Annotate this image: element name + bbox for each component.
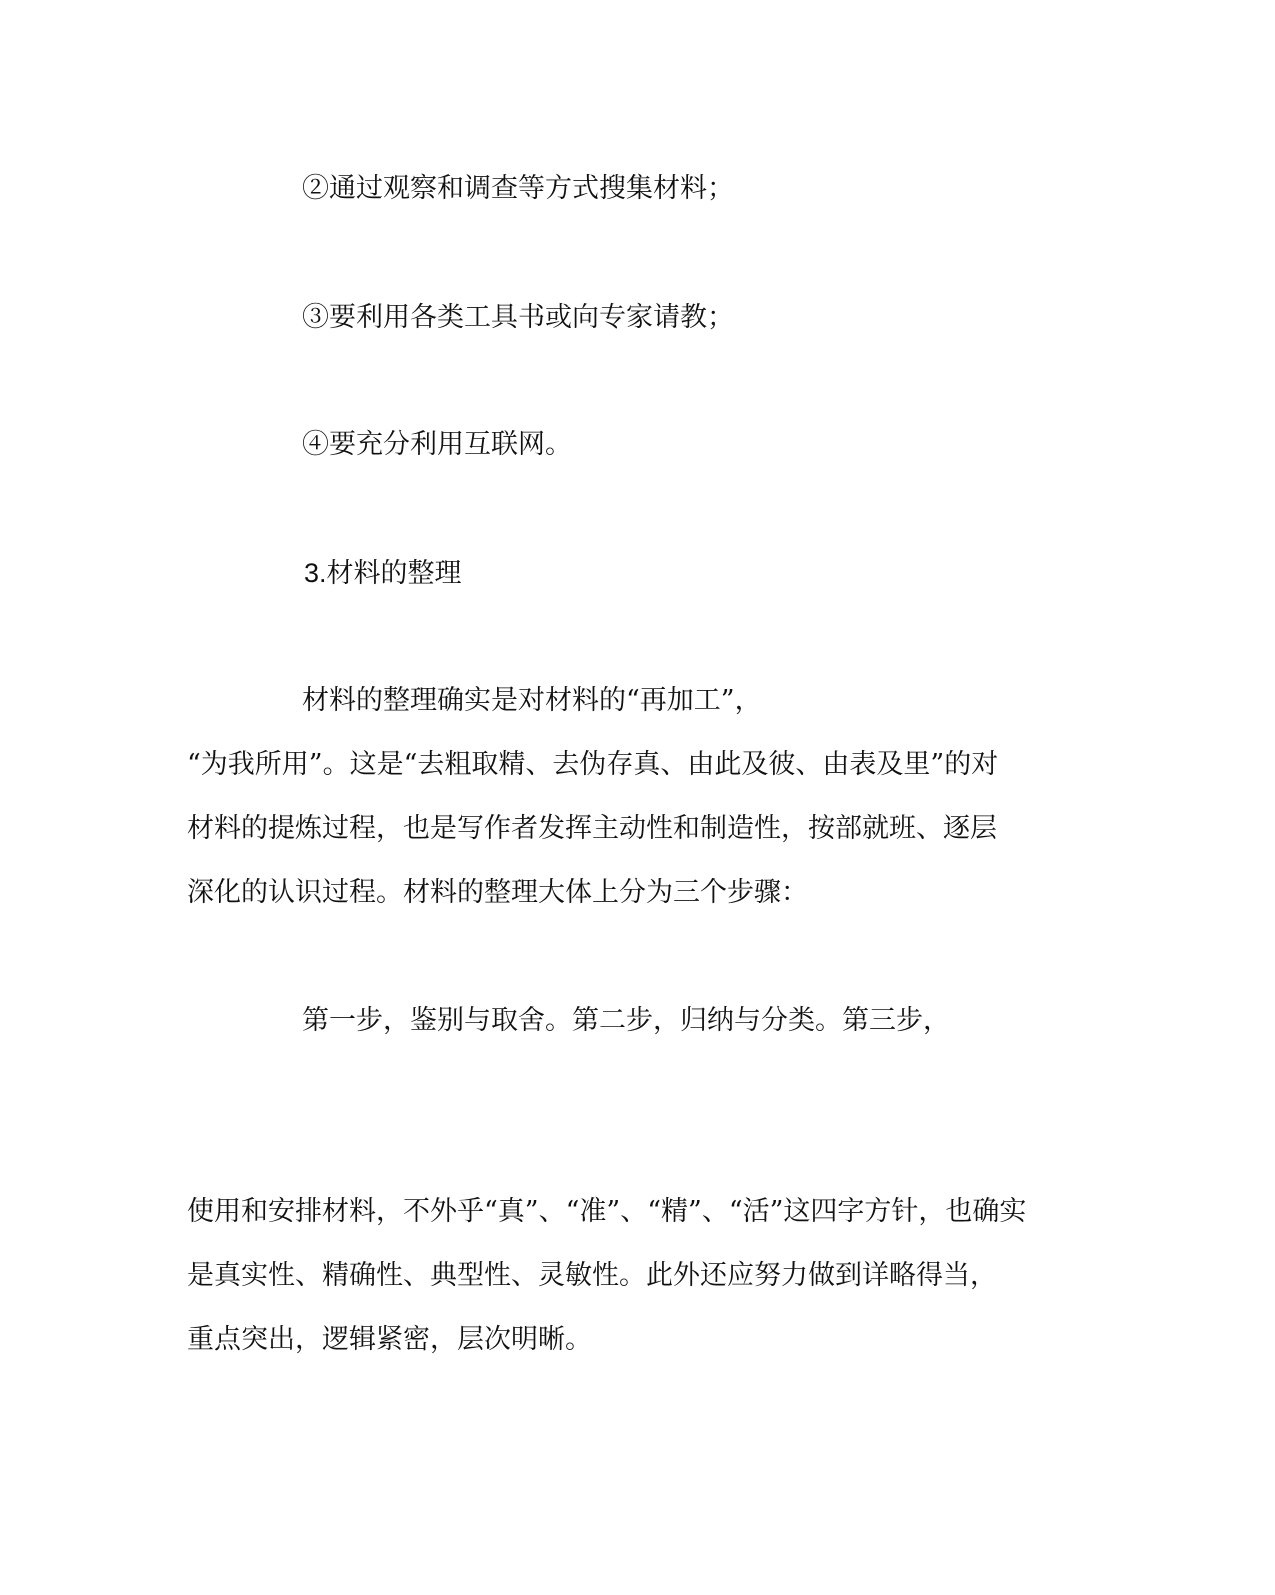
paragraph1-line3: 材料的提炼过程，也是写作者发挥主动性和制造性，按部就班、逐层 bbox=[187, 813, 997, 844]
paragraph2-line1: 使用和安排材料，不外乎“真”、“准”、“精”、“活”这四字方针，也确实 bbox=[187, 1196, 1027, 1227]
steps-line: 第一步，鉴别与取舍。第二步，归纳与分类。第三步， bbox=[302, 1005, 950, 1036]
list-item-2: ②通过观察和调查等方式搜集材料； bbox=[302, 173, 734, 204]
paragraph1-line4: 深化的认识过程。材料的整理大体上分为三个步骤： bbox=[187, 877, 808, 908]
section-heading: 3.材料的整理 bbox=[304, 558, 462, 588]
list-item-4: ④要充分利用互联网。 bbox=[302, 429, 572, 460]
paragraph1-line1: 材料的整理确实是对材料的“再加工”， bbox=[302, 685, 762, 716]
paragraph2-line3: 重点突出，逻辑紧密，层次明晰。 bbox=[187, 1324, 592, 1355]
list-item-3: ③要利用各类工具书或向专家请教； bbox=[302, 302, 734, 333]
paragraph1-line2: “为我所用”。这是“去粗取精、去伪存真、由此及彼、由表及里”的对 bbox=[187, 749, 999, 780]
paragraph2-line2: 是真实性、精确性、典型性、灵敏性。此外还应努力做到详略得当， bbox=[187, 1260, 997, 1291]
